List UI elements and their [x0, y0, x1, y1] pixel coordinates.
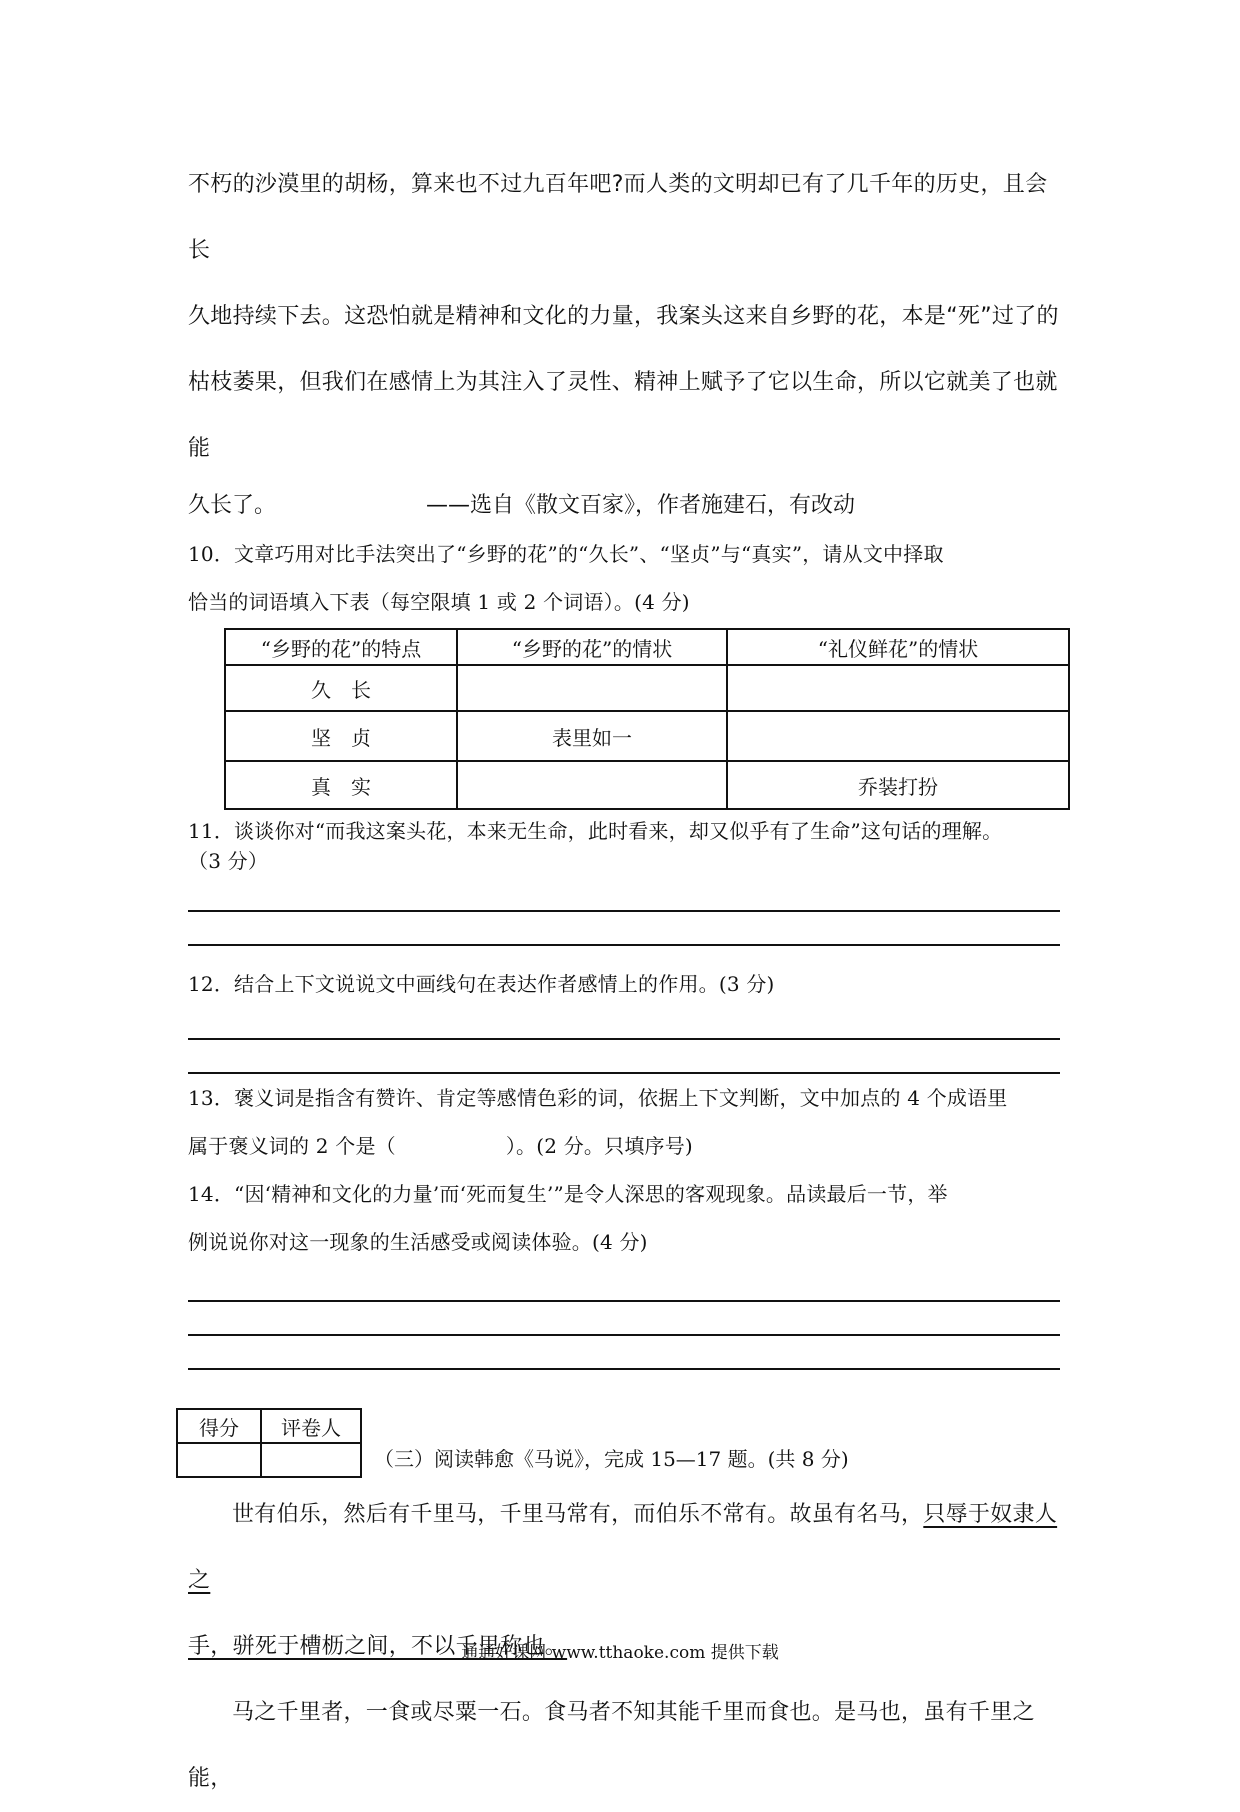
- answer-cell[interactable]: [457, 665, 727, 711]
- score-box: [176, 1408, 362, 1478]
- passage-line: 马之千里者，一食或尽粟一石。食马者不知其能千里而食也。是马也，虽有千里之能，: [188, 1700, 1035, 1791]
- page-content: [188, 152, 1060, 1812]
- page-footer: 通通好课网 www.tthaoke.com 提供下载: [461, 1643, 779, 1663]
- passage-line: [188, 1482, 1060, 1614]
- answer-table: [224, 628, 1070, 810]
- score-label: 得分: [177, 1409, 261, 1443]
- table-row: [225, 711, 1069, 761]
- question-text-part: ）。(2 分。只填序号): [505, 1134, 693, 1158]
- table-cell: 坚 贞: [225, 711, 457, 761]
- table-cell: 表里如一: [457, 711, 727, 761]
- section-header-row: [188, 1408, 1060, 1478]
- table-row: [225, 665, 1069, 711]
- passage-text: 世有伯乐，然后有千里马，千里马常有，而伯乐不常有。故虽有名马，: [232, 1502, 924, 1527]
- answer-line[interactable]: [188, 1300, 1060, 1302]
- question-text: 11．谈谈你对“而我这案头花，本来无生命，此时看来，却又似乎有了生命”这句话的理解。: [188, 819, 1003, 843]
- score-field[interactable]: [177, 1443, 261, 1477]
- table-header: “乡野的花”的情状: [457, 629, 727, 665]
- question-text: 10．文章巧用对比手法突出了“乡野的花”的“久长”、“坚贞”与“真实”，请从文中择取: [188, 542, 944, 566]
- question-11: [188, 816, 1060, 946]
- reading-passage: [188, 152, 1060, 528]
- question-text: 12．结合上下文说说文中画线句在表达作者感情上的作用。(3 分): [188, 972, 775, 996]
- table-row: [225, 761, 1069, 809]
- answer-cell[interactable]: [727, 711, 1069, 761]
- answer-cell[interactable]: [457, 761, 727, 809]
- underlined-sentence: 手，骈死于槽枥之间，不以千里称也。: [188, 1634, 568, 1659]
- question-text: （3 分）: [188, 849, 269, 873]
- underlined-sentence: 只辱于奴隶人之: [188, 1502, 1058, 1593]
- grader-label: 评卷人: [261, 1409, 361, 1443]
- passage-line: 枯枝萎果，但我们在感情上为其注入了灵性、精神上赋予了它以生命，所以它就美了也就能: [188, 370, 1058, 461]
- answer-cell[interactable]: [727, 665, 1069, 711]
- table-cell: 真 实: [225, 761, 457, 809]
- question-text: 14．“因‘精神和文化的力量’而‘死而复生’”是令人深思的客观现象。品读最后一节，举: [188, 1182, 948, 1206]
- passage-source: ——选自《散文百家》，作者施建石，有改动: [426, 493, 856, 518]
- passage-line: 久地持续下去。这恐怕就是精神和文化的力量，我案头这来自乡野的花，本是“死”过了的: [188, 304, 1059, 329]
- answer-line[interactable]: [188, 1368, 1060, 1370]
- answer-line[interactable]: [188, 910, 1060, 912]
- answer-line[interactable]: [188, 1334, 1060, 1336]
- passage-source-line: [188, 484, 1060, 528]
- question-10: [188, 530, 1060, 810]
- question-text: 13．褒义词是指含有赞许、肯定等感情色彩的词，依据上下文判断，文中加点的 4 个成语里: [188, 1086, 1008, 1110]
- table-header: “乡野的花”的特点: [225, 629, 457, 665]
- question-13: [188, 1074, 1060, 1170]
- table-cell: 久 长: [225, 665, 457, 711]
- answer-line[interactable]: [188, 1038, 1060, 1040]
- question-text-part: 属于褒义词的 2 个是（: [188, 1134, 396, 1158]
- table-header: “礼仪鲜花”的情状: [727, 629, 1069, 665]
- question-14: [188, 1170, 1060, 1370]
- question-12: [188, 960, 1060, 1074]
- grader-field[interactable]: [261, 1443, 361, 1477]
- question-text: [188, 1122, 1060, 1170]
- question-text: 例说说你对这一现象的生活感受或阅读体验。(4 分): [188, 1230, 648, 1254]
- passage-line: 不朽的沙漠里的胡杨，算来也不过九百年吧?而人类的文明却已有了几千年的历史，且会长: [188, 172, 1048, 263]
- answer-line[interactable]: [188, 944, 1060, 946]
- question-text: 恰当的词语填入下表（每空限填 1 或 2 个词语）。(4 分): [188, 590, 690, 614]
- table-cell: 乔装打扮: [727, 761, 1069, 809]
- section-title: （三）阅读韩愈《马说》，完成 15—17 题。(共 8 分): [374, 1446, 849, 1471]
- passage-line-end: 久长了。: [188, 493, 277, 518]
